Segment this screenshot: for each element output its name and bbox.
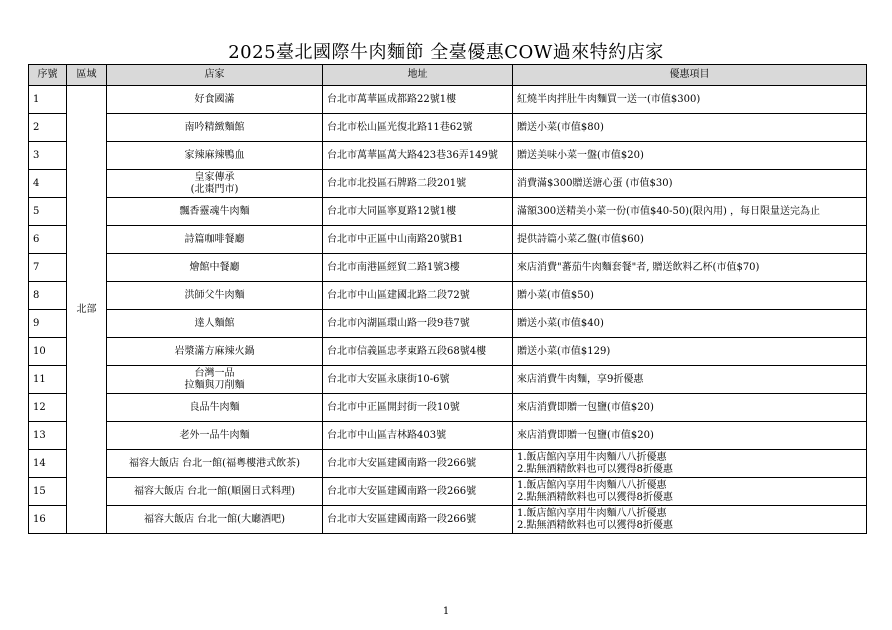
table-row — [29, 338, 867, 366]
store-name-cell — [107, 142, 323, 170]
row-number: 13 — [29, 422, 67, 450]
offer-line: 紅燒半肉拌肚牛肉麵買一送一(市值$300) — [517, 93, 701, 105]
store-name-line: 詩篇咖啡餐廳 — [184, 233, 245, 245]
page-title: 2025臺北國際牛肉麵節 全臺優惠COW過來特約店家 — [228, 42, 664, 63]
table-row — [29, 254, 867, 282]
store-name-line: 好食國滿 — [194, 93, 235, 105]
row-number: 3 — [29, 142, 67, 170]
address-cell: 台北市信義區忠孝東路五段68號4樓 — [323, 338, 513, 366]
store-name-cell — [107, 422, 323, 450]
row-number: 12 — [29, 394, 67, 422]
offer-line: 2.點無酒精飲料也可以獲得8折優惠 — [517, 491, 673, 503]
row-number: 7 — [29, 254, 67, 282]
offer-cell — [513, 310, 867, 338]
table-row — [29, 310, 867, 338]
row-number: 10 — [29, 338, 67, 366]
store-name-line: 達人麵館 — [194, 317, 235, 329]
store-name-line: 台灣一品 — [194, 367, 235, 379]
store-name-cell — [107, 310, 323, 338]
address-cell: 台北市大安區建國南路一段266號 — [323, 506, 513, 534]
table-row — [29, 142, 867, 170]
address-cell: 台北市大安區建國南路一段266號 — [323, 450, 513, 478]
store-name-line: 洪師父牛肉麵 — [184, 289, 245, 301]
table-row — [29, 366, 867, 394]
offer-cell — [513, 338, 867, 366]
row-number: 15 — [29, 478, 67, 506]
row-number: 1 — [29, 86, 67, 114]
table-row — [29, 506, 867, 534]
header-offer: 優惠項目 — [513, 65, 867, 86]
table-row — [29, 450, 867, 478]
store-name-cell — [107, 478, 323, 506]
offer-cell — [513, 366, 867, 394]
table-row — [29, 198, 867, 226]
table-row — [29, 114, 867, 142]
address-cell: 台北市大安區建國南路一段266號 — [323, 478, 513, 506]
store-name-line: 岩漿滿方麻辣火鍋 — [174, 345, 255, 357]
offer-cell — [513, 170, 867, 198]
store-table — [28, 64, 867, 534]
table-row — [29, 478, 867, 506]
address-cell: 台北市中山區建國北路二段72號 — [323, 282, 513, 310]
table-row — [29, 394, 867, 422]
offer-cell — [513, 450, 867, 478]
offer-cell — [513, 226, 867, 254]
table-header-row — [29, 65, 867, 86]
offer-line: 1.飯店館內享用牛肉麵八八折優惠 — [517, 451, 667, 463]
offer-line: 滿額300送精美小菜一份(市值$40-50)(限內用) ，每日限量送完為止 — [517, 205, 821, 217]
offer-cell — [513, 394, 867, 422]
offer-line: 1.飯店館內享用牛肉麵八八折優惠 — [517, 479, 667, 491]
header-no: 序號 — [29, 65, 67, 86]
header-region: 區域 — [67, 65, 107, 86]
address-cell: 台北市內湖區環山路一段9巷7號 — [323, 310, 513, 338]
store-name-cell — [107, 506, 323, 534]
offer-line: 來店消費即贈一包鹽(市值$20) — [517, 429, 654, 441]
row-number: 14 — [29, 450, 67, 478]
offer-line: 1.飯店館內享用牛肉麵八八折優惠 — [517, 507, 667, 519]
offer-cell — [513, 198, 867, 226]
address-cell: 台北市萬華區萬大路423巷36弄149號 — [323, 142, 513, 170]
offer-line: 贈小菜(市值$50) — [517, 289, 594, 301]
store-name-cell — [107, 198, 323, 226]
store-name-cell — [107, 226, 323, 254]
address-cell: 台北市大同區寧夏路12號1樓 — [323, 198, 513, 226]
offer-line: 贈送小菜(市值$129) — [517, 345, 611, 357]
store-name-line: 福容大飯店 台北一館(大廳酒吧) — [144, 513, 285, 525]
store-name-line: 良品牛肉麵 — [189, 401, 240, 413]
store-name-line: 南吟精緻麵館 — [184, 121, 245, 133]
offer-line: 來店消費"蕃茄牛肉麵套餐"者, 贈送飲料乙杯(市值$70) — [517, 261, 760, 273]
row-number: 2 — [29, 114, 67, 142]
address-cell: 台北市中正區中山南路20號B1 — [323, 226, 513, 254]
row-number: 4 — [29, 170, 67, 198]
offer-line: 來店消費牛肉麵，享9折優惠 — [517, 373, 644, 385]
row-number: 11 — [29, 366, 67, 394]
offer-line: 2.點無酒精飲料也可以獲得8折優惠 — [517, 519, 673, 531]
region-cell: 北部 — [67, 86, 107, 534]
offer-cell — [513, 114, 867, 142]
offer-line: 2.點無酒精飲料也可以獲得8折優惠 — [517, 463, 673, 475]
offer-line: 贈送小菜(市值$40) — [517, 317, 604, 329]
store-name-cell — [107, 170, 323, 198]
row-number: 6 — [29, 226, 67, 254]
store-name-cell — [107, 86, 323, 114]
offer-cell — [513, 506, 867, 534]
store-name-line: 老外一品牛肉麵 — [179, 429, 250, 441]
address-cell: 台北市萬華區成都路22號1樓 — [323, 86, 513, 114]
offer-line: 提供詩篇小菜乙盤(市值$60) — [517, 233, 644, 245]
offer-line: 贈送美味小菜一盤(市值$20) — [517, 149, 644, 161]
store-name-cell — [107, 450, 323, 478]
offer-cell — [513, 282, 867, 310]
address-cell: 台北市中山區吉林路403號 — [323, 422, 513, 450]
store-name-cell — [107, 338, 323, 366]
store-name-line: 飄香靈魂牛肉麵 — [179, 205, 250, 217]
store-name-line: 家辣麻辣鴨血 — [184, 149, 245, 161]
store-name-line: 拉麵與刀削麵 — [184, 379, 245, 391]
offer-line: 來店消費即贈一包鹽(市值$20) — [517, 401, 654, 413]
store-name-line: 皇家傳承 — [194, 171, 235, 183]
offer-line: 贈送小菜(市值$80) — [517, 121, 604, 133]
header-address: 地址 — [323, 65, 513, 86]
page-number: 1 — [442, 606, 450, 617]
row-number: 16 — [29, 506, 67, 534]
store-name-cell — [107, 366, 323, 394]
store-name-line: 福容大飯店 台北一館(順園日式料理) — [134, 485, 295, 497]
store-name-line: 福容大飯店 台北一館(福粵樓港式飲茶) — [129, 457, 300, 469]
address-cell: 台北市大安區永康街10-6號 — [323, 366, 513, 394]
offer-cell — [513, 86, 867, 114]
table-row — [29, 422, 867, 450]
store-name-cell — [107, 254, 323, 282]
store-name-line: 燴館中餐廳 — [189, 261, 240, 273]
table-row — [29, 170, 867, 198]
store-name-line: (北棗門市) — [190, 183, 239, 195]
store-name-cell — [107, 394, 323, 422]
table-body — [29, 86, 867, 534]
table-row — [29, 282, 867, 310]
header-store: 店家 — [107, 65, 323, 86]
row-number: 5 — [29, 198, 67, 226]
offer-cell — [513, 422, 867, 450]
store-name-cell — [107, 282, 323, 310]
offer-line: 消費滿$300贈送溏心蛋 (市值$30) — [517, 177, 673, 189]
address-cell: 台北市南港區經貿二路1號3樓 — [323, 254, 513, 282]
address-cell: 台北市中正區開封街一段10號 — [323, 394, 513, 422]
table-row — [29, 86, 867, 114]
table-row — [29, 226, 867, 254]
store-name-cell — [107, 114, 323, 142]
offer-cell — [513, 254, 867, 282]
address-cell: 台北市松山區光復北路11巷62號 — [323, 114, 513, 142]
row-number: 9 — [29, 310, 67, 338]
offer-cell — [513, 142, 867, 170]
row-number: 8 — [29, 282, 67, 310]
offer-cell — [513, 478, 867, 506]
address-cell: 台北市北投區石牌路二段201號 — [323, 170, 513, 198]
